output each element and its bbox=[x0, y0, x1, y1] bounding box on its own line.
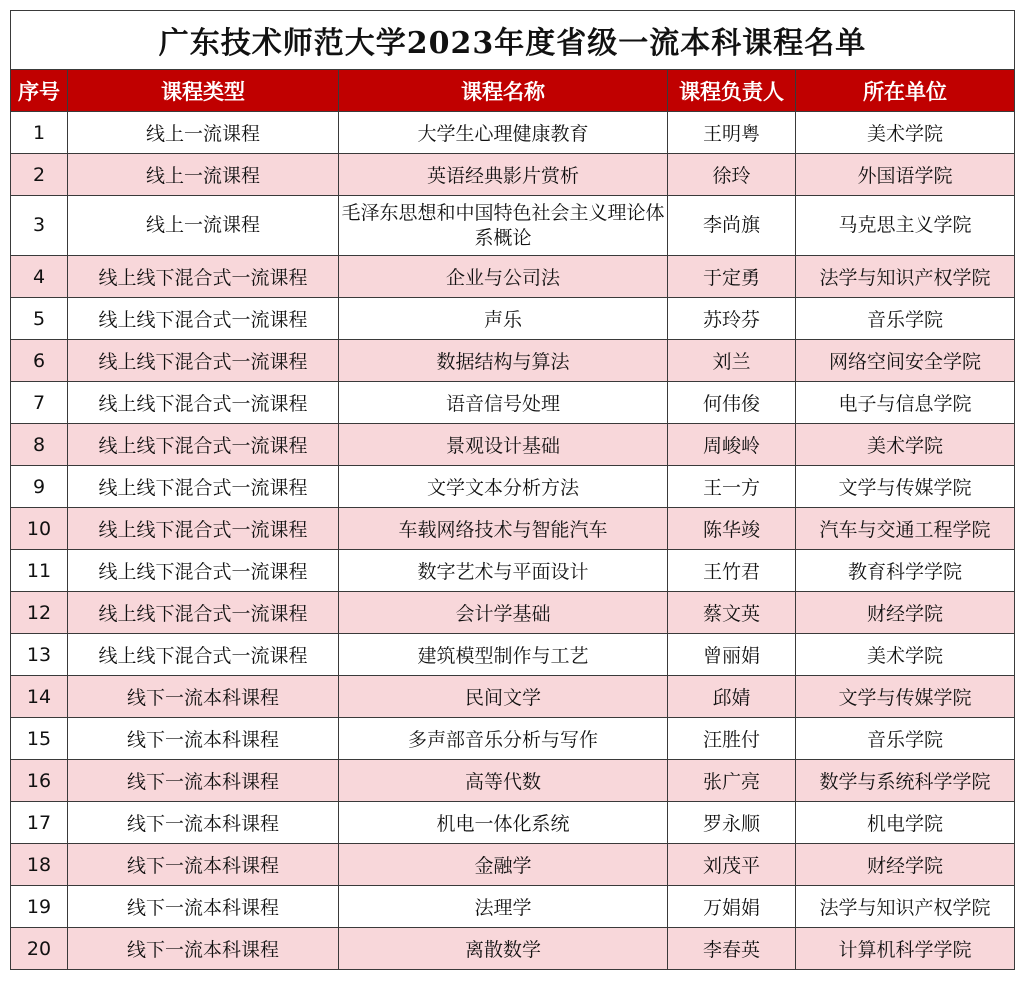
cell-no: 10 bbox=[11, 508, 68, 550]
table-row bbox=[11, 424, 1015, 466]
cell-no: 19 bbox=[11, 886, 68, 928]
cell-unit: 法学与知识产权学院 bbox=[796, 256, 1015, 298]
cell-name: 离散数学 bbox=[339, 928, 668, 970]
cell-type: 线下一流本科课程 bbox=[68, 760, 339, 802]
cell-type: 线上线下混合式一流课程 bbox=[68, 592, 339, 634]
table-row bbox=[11, 760, 1015, 802]
cell-lead: 陈华竣 bbox=[668, 508, 796, 550]
cell-no: 2 bbox=[11, 154, 68, 196]
cell-unit: 网络空间安全学院 bbox=[796, 340, 1015, 382]
cell-no: 15 bbox=[11, 718, 68, 760]
cell-lead: 张广亮 bbox=[668, 760, 796, 802]
cell-unit: 音乐学院 bbox=[796, 718, 1015, 760]
cell-name: 高等代数 bbox=[339, 760, 668, 802]
cell-type: 线上线下混合式一流课程 bbox=[68, 340, 339, 382]
cell-lead: 刘兰 bbox=[668, 340, 796, 382]
cell-unit: 文学与传媒学院 bbox=[796, 466, 1015, 508]
table-row bbox=[11, 550, 1015, 592]
cell-lead: 于定勇 bbox=[668, 256, 796, 298]
cell-type: 线上线下混合式一流课程 bbox=[68, 298, 339, 340]
cell-no: 13 bbox=[11, 634, 68, 676]
cell-type: 线下一流本科课程 bbox=[68, 718, 339, 760]
table-row bbox=[11, 928, 1015, 970]
table-row bbox=[11, 298, 1015, 340]
cell-no: 17 bbox=[11, 802, 68, 844]
cell-no: 11 bbox=[11, 550, 68, 592]
cell-lead: 李尚旗 bbox=[668, 196, 796, 256]
cell-unit: 教育科学学院 bbox=[796, 550, 1015, 592]
table-row bbox=[11, 256, 1015, 298]
column-header-no: 序号 bbox=[11, 70, 68, 112]
cell-no: 7 bbox=[11, 382, 68, 424]
table-row bbox=[11, 112, 1015, 154]
cell-name: 法理学 bbox=[339, 886, 668, 928]
cell-unit: 汽车与交通工程学院 bbox=[796, 508, 1015, 550]
cell-lead: 万娟娟 bbox=[668, 886, 796, 928]
cell-unit: 美术学院 bbox=[796, 112, 1015, 154]
cell-unit: 财经学院 bbox=[796, 592, 1015, 634]
cell-name: 民间文学 bbox=[339, 676, 668, 718]
cell-name: 数据结构与算法 bbox=[339, 340, 668, 382]
cell-no: 20 bbox=[11, 928, 68, 970]
cell-lead: 周峻岭 bbox=[668, 424, 796, 466]
cell-name: 毛泽东思想和中国特色社会主义理论体系概论 bbox=[339, 196, 668, 256]
cell-name: 数字艺术与平面设计 bbox=[339, 550, 668, 592]
table-row bbox=[11, 508, 1015, 550]
cell-no: 1 bbox=[11, 112, 68, 154]
cell-lead: 何伟俊 bbox=[668, 382, 796, 424]
cell-lead: 李春英 bbox=[668, 928, 796, 970]
cell-type: 线上线下混合式一流课程 bbox=[68, 256, 339, 298]
table-row bbox=[11, 802, 1015, 844]
cell-type: 线下一流本科课程 bbox=[68, 928, 339, 970]
cell-lead: 罗永顺 bbox=[668, 802, 796, 844]
cell-type: 线上线下混合式一流课程 bbox=[68, 424, 339, 466]
cell-name: 语音信号处理 bbox=[339, 382, 668, 424]
cell-unit: 外国语学院 bbox=[796, 154, 1015, 196]
course-table bbox=[10, 10, 1015, 970]
cell-unit: 美术学院 bbox=[796, 634, 1015, 676]
cell-type: 线上一流课程 bbox=[68, 154, 339, 196]
table-row bbox=[11, 592, 1015, 634]
cell-unit: 马克思主义学院 bbox=[796, 196, 1015, 256]
cell-lead: 王明粤 bbox=[668, 112, 796, 154]
cell-unit: 美术学院 bbox=[796, 424, 1015, 466]
table-row bbox=[11, 382, 1015, 424]
cell-unit: 计算机科学学院 bbox=[796, 928, 1015, 970]
cell-unit: 数学与系统科学学院 bbox=[796, 760, 1015, 802]
table-row bbox=[11, 844, 1015, 886]
cell-name: 大学生心理健康教育 bbox=[339, 112, 668, 154]
cell-unit: 机电学院 bbox=[796, 802, 1015, 844]
cell-unit: 电子与信息学院 bbox=[796, 382, 1015, 424]
table-row bbox=[11, 340, 1015, 382]
cell-type: 线下一流本科课程 bbox=[68, 676, 339, 718]
cell-no: 4 bbox=[11, 256, 68, 298]
table-row bbox=[11, 676, 1015, 718]
cell-name: 车载网络技术与智能汽车 bbox=[339, 508, 668, 550]
table-row bbox=[11, 634, 1015, 676]
cell-no: 12 bbox=[11, 592, 68, 634]
column-header-unit: 所在单位 bbox=[796, 70, 1015, 112]
cell-type: 线上线下混合式一流课程 bbox=[68, 508, 339, 550]
cell-type: 线上线下混合式一流课程 bbox=[68, 634, 339, 676]
table-row bbox=[11, 466, 1015, 508]
cell-name: 会计学基础 bbox=[339, 592, 668, 634]
course-list-sheet bbox=[10, 10, 1014, 970]
cell-lead: 徐玲 bbox=[668, 154, 796, 196]
cell-no: 14 bbox=[11, 676, 68, 718]
cell-type: 线下一流本科课程 bbox=[68, 886, 339, 928]
cell-unit: 法学与知识产权学院 bbox=[796, 886, 1015, 928]
column-header-type: 课程类型 bbox=[68, 70, 339, 112]
table-row bbox=[11, 886, 1015, 928]
cell-no: 8 bbox=[11, 424, 68, 466]
cell-name: 企业与公司法 bbox=[339, 256, 668, 298]
cell-unit: 音乐学院 bbox=[796, 298, 1015, 340]
cell-type: 线下一流本科课程 bbox=[68, 844, 339, 886]
cell-type: 线上一流课程 bbox=[68, 196, 339, 256]
cell-no: 18 bbox=[11, 844, 68, 886]
cell-name: 金融学 bbox=[339, 844, 668, 886]
cell-type: 线上线下混合式一流课程 bbox=[68, 382, 339, 424]
cell-unit: 财经学院 bbox=[796, 844, 1015, 886]
cell-lead: 苏玲芬 bbox=[668, 298, 796, 340]
sheet-title: 广东技术师范大学2023年度省级一流本科课程名单 bbox=[11, 11, 1015, 70]
table-row bbox=[11, 718, 1015, 760]
cell-name: 文学文本分析方法 bbox=[339, 466, 668, 508]
cell-lead: 王竹君 bbox=[668, 550, 796, 592]
cell-name: 机电一体化系统 bbox=[339, 802, 668, 844]
cell-lead: 王一方 bbox=[668, 466, 796, 508]
column-header-name: 课程名称 bbox=[339, 70, 668, 112]
cell-lead: 邱婧 bbox=[668, 676, 796, 718]
cell-name: 声乐 bbox=[339, 298, 668, 340]
cell-name: 建筑模型制作与工艺 bbox=[339, 634, 668, 676]
cell-unit: 文学与传媒学院 bbox=[796, 676, 1015, 718]
header-row bbox=[11, 70, 1015, 112]
cell-name: 多声部音乐分析与写作 bbox=[339, 718, 668, 760]
cell-type: 线下一流本科课程 bbox=[68, 802, 339, 844]
cell-name: 英语经典影片赏析 bbox=[339, 154, 668, 196]
cell-no: 16 bbox=[11, 760, 68, 802]
column-header-lead: 课程负责人 bbox=[668, 70, 796, 112]
cell-type: 线上线下混合式一流课程 bbox=[68, 466, 339, 508]
table-row bbox=[11, 154, 1015, 196]
cell-lead: 刘茂平 bbox=[668, 844, 796, 886]
cell-no: 5 bbox=[11, 298, 68, 340]
cell-type: 线上线下混合式一流课程 bbox=[68, 550, 339, 592]
cell-no: 3 bbox=[11, 196, 68, 256]
cell-lead: 曾丽娟 bbox=[668, 634, 796, 676]
cell-lead: 汪胜付 bbox=[668, 718, 796, 760]
cell-lead: 蔡文英 bbox=[668, 592, 796, 634]
cell-name: 景观设计基础 bbox=[339, 424, 668, 466]
cell-no: 9 bbox=[11, 466, 68, 508]
cell-no: 6 bbox=[11, 340, 68, 382]
table-row bbox=[11, 196, 1015, 256]
cell-type: 线上一流课程 bbox=[68, 112, 339, 154]
